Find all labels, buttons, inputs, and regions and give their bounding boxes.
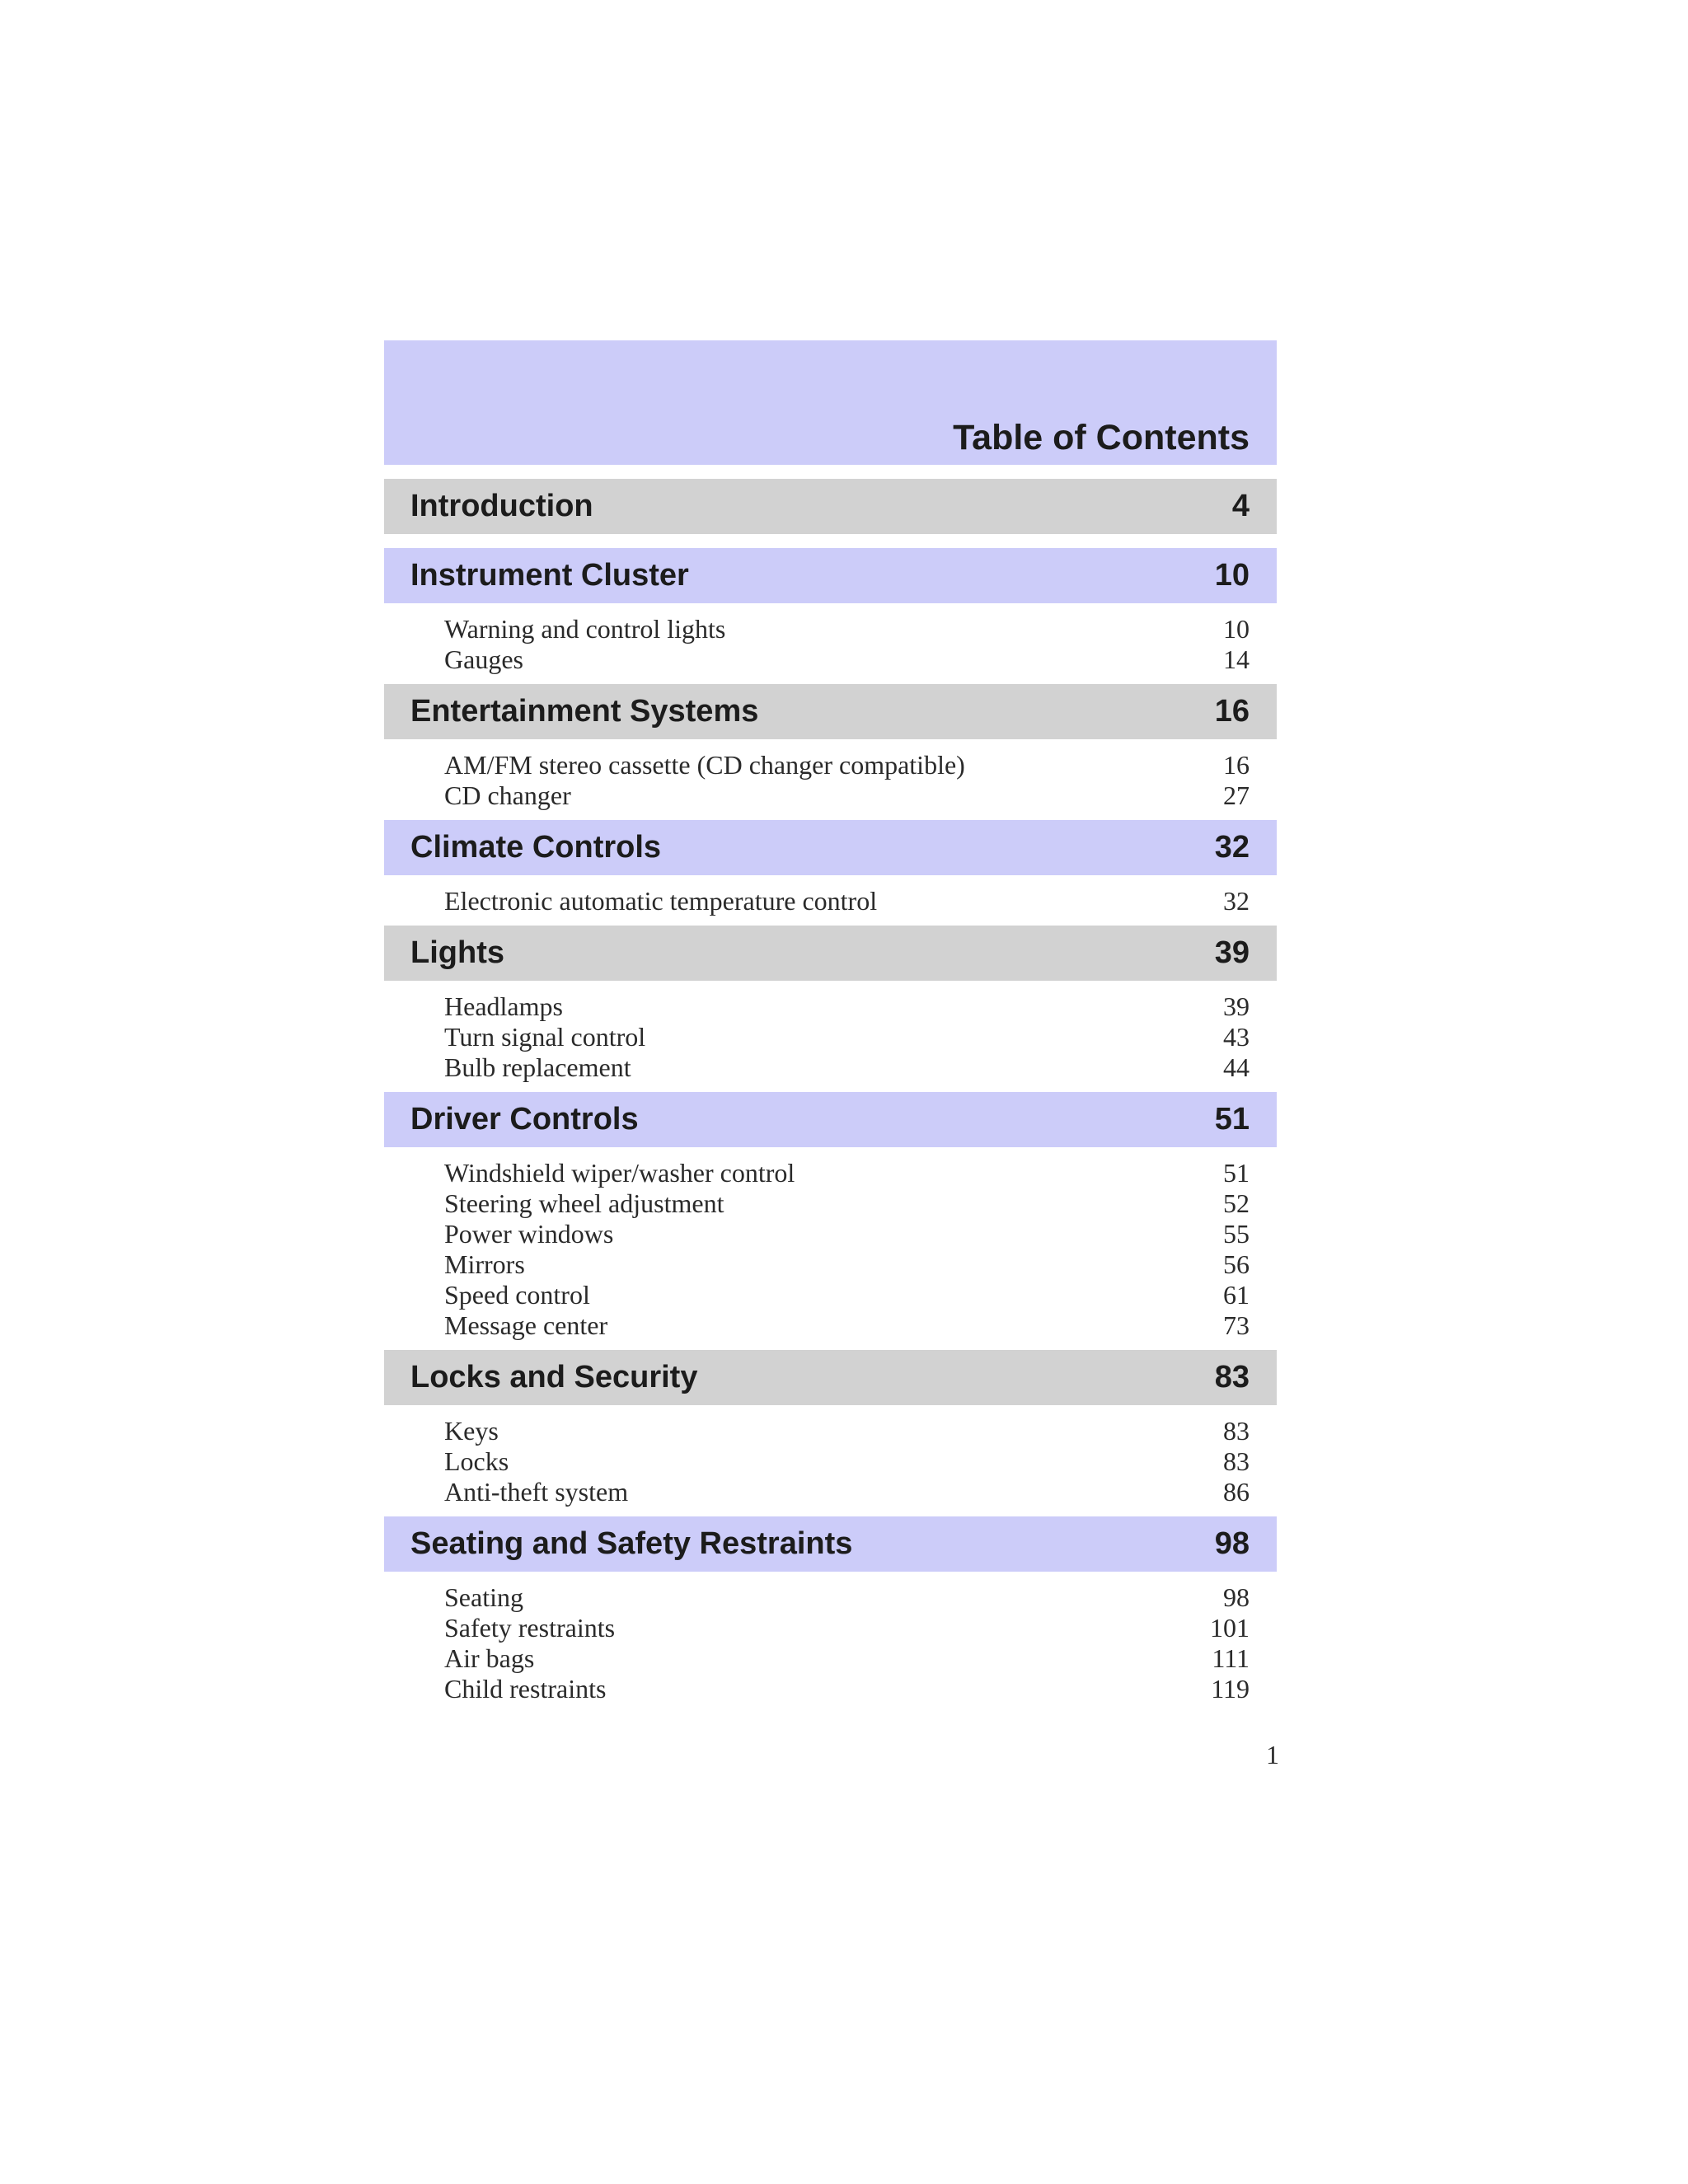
entry-page: 51 [1223,1158,1250,1188]
section-page: 16 [1214,694,1250,729]
toc-sections [384,479,1277,1713]
section-header[interactable] [384,820,1277,875]
entry-label: Electronic automatic temperature control [444,886,878,916]
entry-label: Steering wheel adjustment [444,1188,724,1218]
entry-page: 44 [1223,1052,1250,1082]
section-header[interactable] [384,1350,1277,1405]
entry-page: 43 [1223,1022,1250,1052]
toc-entry[interactable] [444,1674,1250,1704]
section-title: Entertainment Systems [410,694,759,729]
toc-entry[interactable] [444,1022,1250,1052]
toc-entry[interactable] [444,780,1250,811]
section-title: Locks and Security [410,1360,698,1394]
toc-entry[interactable] [444,614,1250,644]
entry-label: Seating [444,1582,523,1612]
toc-entry[interactable] [444,1249,1250,1280]
toc-entry[interactable] [444,1280,1250,1310]
toc-entry[interactable] [444,1477,1250,1507]
section-header[interactable] [384,684,1277,739]
entry-page: 119 [1211,1674,1250,1704]
toc-section [384,1350,1277,1516]
section-page: 39 [1214,935,1250,970]
section-title: Instrument Cluster [410,558,689,593]
toc-section [384,926,1277,1092]
title-banner [384,340,1277,465]
toc-entry[interactable] [444,1446,1250,1477]
entry-page: 61 [1223,1280,1250,1310]
entry-label: Turn signal control [444,1022,646,1052]
section-items [384,1405,1277,1516]
toc-section [384,1516,1277,1713]
section-title: Climate Controls [410,830,662,865]
entry-page: 52 [1223,1188,1250,1218]
entry-label: Windshield wiper/washer control [444,1158,795,1188]
entry-page: 98 [1223,1582,1250,1612]
entry-page: 73 [1223,1310,1250,1340]
toc-entry[interactable] [444,1643,1250,1674]
toc-section [384,684,1277,820]
toc-section [384,479,1277,534]
section-items [384,1147,1277,1350]
section-header[interactable] [384,548,1277,603]
entry-page: 83 [1223,1416,1250,1446]
entry-page: 86 [1223,1477,1250,1507]
section-items [384,981,1277,1092]
toc-section [384,820,1277,926]
toc-entry[interactable] [444,1158,1250,1188]
section-items [384,1572,1277,1713]
section-title: Introduction [410,489,593,523]
section-items [384,603,1277,684]
section-page: 4 [1231,489,1250,523]
section-page: 98 [1214,1526,1250,1561]
section-header[interactable] [384,479,1277,534]
entry-label: Keys [444,1416,499,1446]
entry-page: 32 [1223,886,1250,916]
entry-label: AM/FM stereo cassette (CD changer compatible) [444,750,965,780]
section-header[interactable] [384,1092,1277,1147]
toc-entry[interactable] [444,1582,1250,1613]
entry-page: 56 [1223,1249,1250,1279]
entry-label: Bulb replacement [444,1052,631,1082]
entry-label: Safety restraints [444,1613,616,1643]
entry-label: Headlamps [444,991,563,1021]
table-of-contents [384,340,1277,1713]
page-number: 1 [1266,1740,1279,1769]
section-items [384,739,1277,820]
entry-label: Anti-theft system [444,1477,629,1507]
entry-page: 16 [1223,750,1250,780]
toc-entry[interactable] [444,1219,1250,1249]
entry-label: Air bags [444,1643,535,1673]
toc-entry[interactable] [444,991,1250,1022]
entry-label: Locks [444,1446,509,1476]
entry-label: Message center [444,1310,608,1340]
toc-section [384,1092,1277,1350]
entry-label: Gauges [444,644,523,674]
entry-label: Power windows [444,1219,614,1249]
toc-entry[interactable] [444,1416,1250,1446]
entry-page: 39 [1223,991,1250,1021]
section-title: Driver Controls [410,1102,639,1137]
entry-label: CD changer [444,780,571,810]
toc-entry[interactable] [444,1052,1250,1083]
entry-page: 111 [1212,1643,1250,1673]
entry-page: 101 [1210,1613,1250,1643]
section-title: Lights [410,935,504,970]
section-page: 32 [1214,830,1250,865]
toc-entry[interactable] [444,1613,1250,1643]
toc-entry[interactable] [444,1310,1250,1341]
section-title: Seating and Safety Restraints [410,1526,853,1561]
section-page: 51 [1214,1102,1250,1137]
toc-entry[interactable] [444,1188,1250,1219]
entry-page: 83 [1223,1446,1250,1476]
section-page: 83 [1214,1360,1250,1394]
toc-entry[interactable] [444,750,1250,780]
section-page: 10 [1214,558,1250,593]
section-items [384,875,1277,926]
section-header[interactable] [384,926,1277,981]
entry-label: Speed control [444,1280,590,1310]
entry-label: Warning and control lights [444,614,726,644]
toc-section [384,548,1277,684]
entry-page: 27 [1223,780,1250,810]
toc-entry[interactable] [444,644,1250,675]
section-header[interactable] [384,1516,1277,1572]
toc-entry[interactable] [444,886,1250,916]
entry-page: 10 [1223,614,1250,644]
entry-label: Child restraints [444,1674,607,1704]
page-title: Table of Contents [953,418,1250,457]
entry-label: Mirrors [444,1249,525,1279]
entry-page: 55 [1223,1219,1250,1249]
entry-page: 14 [1223,644,1250,674]
